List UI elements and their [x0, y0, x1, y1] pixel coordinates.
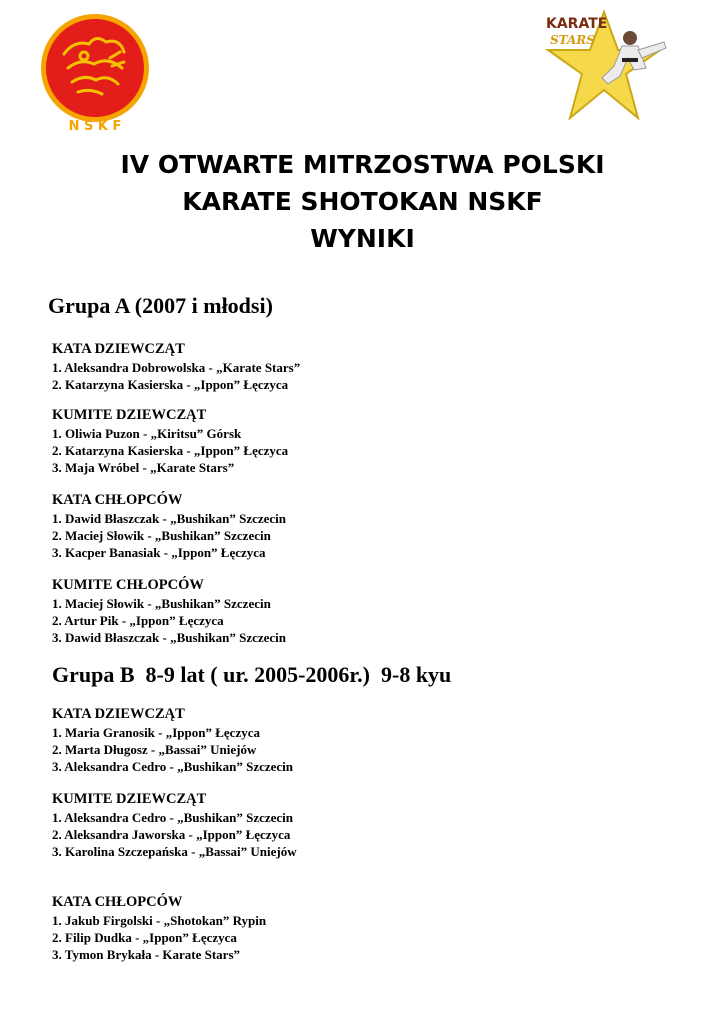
document-title [0, 146, 725, 257]
section-title: KATA DZIEWCZĄT [52, 341, 185, 357]
nskf-logo [34, 12, 156, 134]
result-item: 1. Maciej Słowik - „Bushikan” Szczecin [52, 596, 271, 611]
section-group-a-kumite-girls [52, 406, 288, 476]
result-item: 1. Aleksandra Cedro - „Bushikan” Szczecin [52, 810, 294, 825]
section-title: KUMITE CHŁOPCÓW [52, 577, 204, 593]
section-title: KATA DZIEWCZĄT [52, 706, 185, 722]
result-item: 1. Oliwia Puzon - „Kiritsu” Górsk [52, 426, 242, 441]
result-item: 1. Jakub Firgolski - „Shotokan” Rypin [52, 913, 267, 928]
result-item: 3. Tymon Brykała - Karate Stars” [52, 947, 241, 962]
group-b-heading: Grupa B 8-9 lat ( ur. 2005-2006r.) 9-8 kyu [52, 662, 452, 687]
title-line-1: IV OTWARTE MITRZOSTWA POLSKI [120, 150, 605, 179]
result-item: 2. Katarzyna Kasierska - „Ippon” Łęczyca [52, 443, 289, 458]
section-title: KUMITE DZIEWCZĄT [52, 407, 207, 423]
title-line-3: WYNIKI [310, 224, 415, 253]
section-title: KATA CHŁOPCÓW [52, 492, 183, 508]
result-item: 2. Katarzyna Kasierska - „Ippon” Łęczyca [52, 377, 289, 392]
section-group-a-kata-boys [52, 491, 286, 561]
section-group-a-kata-girls [52, 340, 300, 393]
title-line-2: KARATE SHOTOKAN NSKF [182, 187, 543, 216]
result-item: 1. Aleksandra Dobrowolska - „Karate Stars” [52, 360, 301, 375]
karate-stars-logo [542, 6, 674, 124]
group-a-heading: Grupa A (2007 i młodsi) [48, 293, 273, 318]
section-title: KATA CHŁOPCÓW [52, 894, 183, 910]
result-item: 2. Filip Dudka - „Ippon” Łęczyca [52, 930, 237, 945]
result-item: 2. Artur Pik - „Ippon” Łęczyca [52, 613, 224, 628]
result-item: 3. Maja Wróbel - „Karate Stars” [52, 460, 235, 475]
karate-stars-logo-bottom: STARS [550, 33, 595, 47]
result-item: 3. Kacper Banasiak - „Ippon” Łęczyca [52, 545, 266, 560]
karate-stars-logo-top: KARATE [546, 16, 608, 32]
nskf-logo-text: N S K F [68, 119, 122, 134]
result-item: 3. Dawid Błaszczak - „Bushikan” Szczecin [52, 630, 287, 645]
section-title: KUMITE DZIEWCZĄT [52, 791, 207, 807]
result-item: 3. Aleksandra Cedro - „Bushikan” Szczecin [52, 759, 294, 774]
result-item: 2. Aleksandra Jaworska - „Ippon” Łęczyca [52, 827, 291, 842]
result-item: 1. Dawid Błaszczak - „Bushikan” Szczecin [52, 511, 287, 526]
section-group-b-kata-boys [52, 893, 266, 963]
result-item: 2. Maciej Słowik - „Bushikan” Szczecin [52, 528, 271, 543]
result-item: 2. Marta Długosz - „Bassai” Uniejów [52, 742, 257, 757]
section-group-b-kata-girls [52, 705, 293, 775]
result-item: 3. Karolina Szczepańska - „Bassai” Uniejów [52, 844, 297, 859]
section-group-a-kumite-boys [52, 576, 286, 646]
section-group-b-kumite-girls [52, 790, 297, 860]
result-item: 1. Maria Granosik - „Ippon” Łęczyca [52, 725, 260, 740]
